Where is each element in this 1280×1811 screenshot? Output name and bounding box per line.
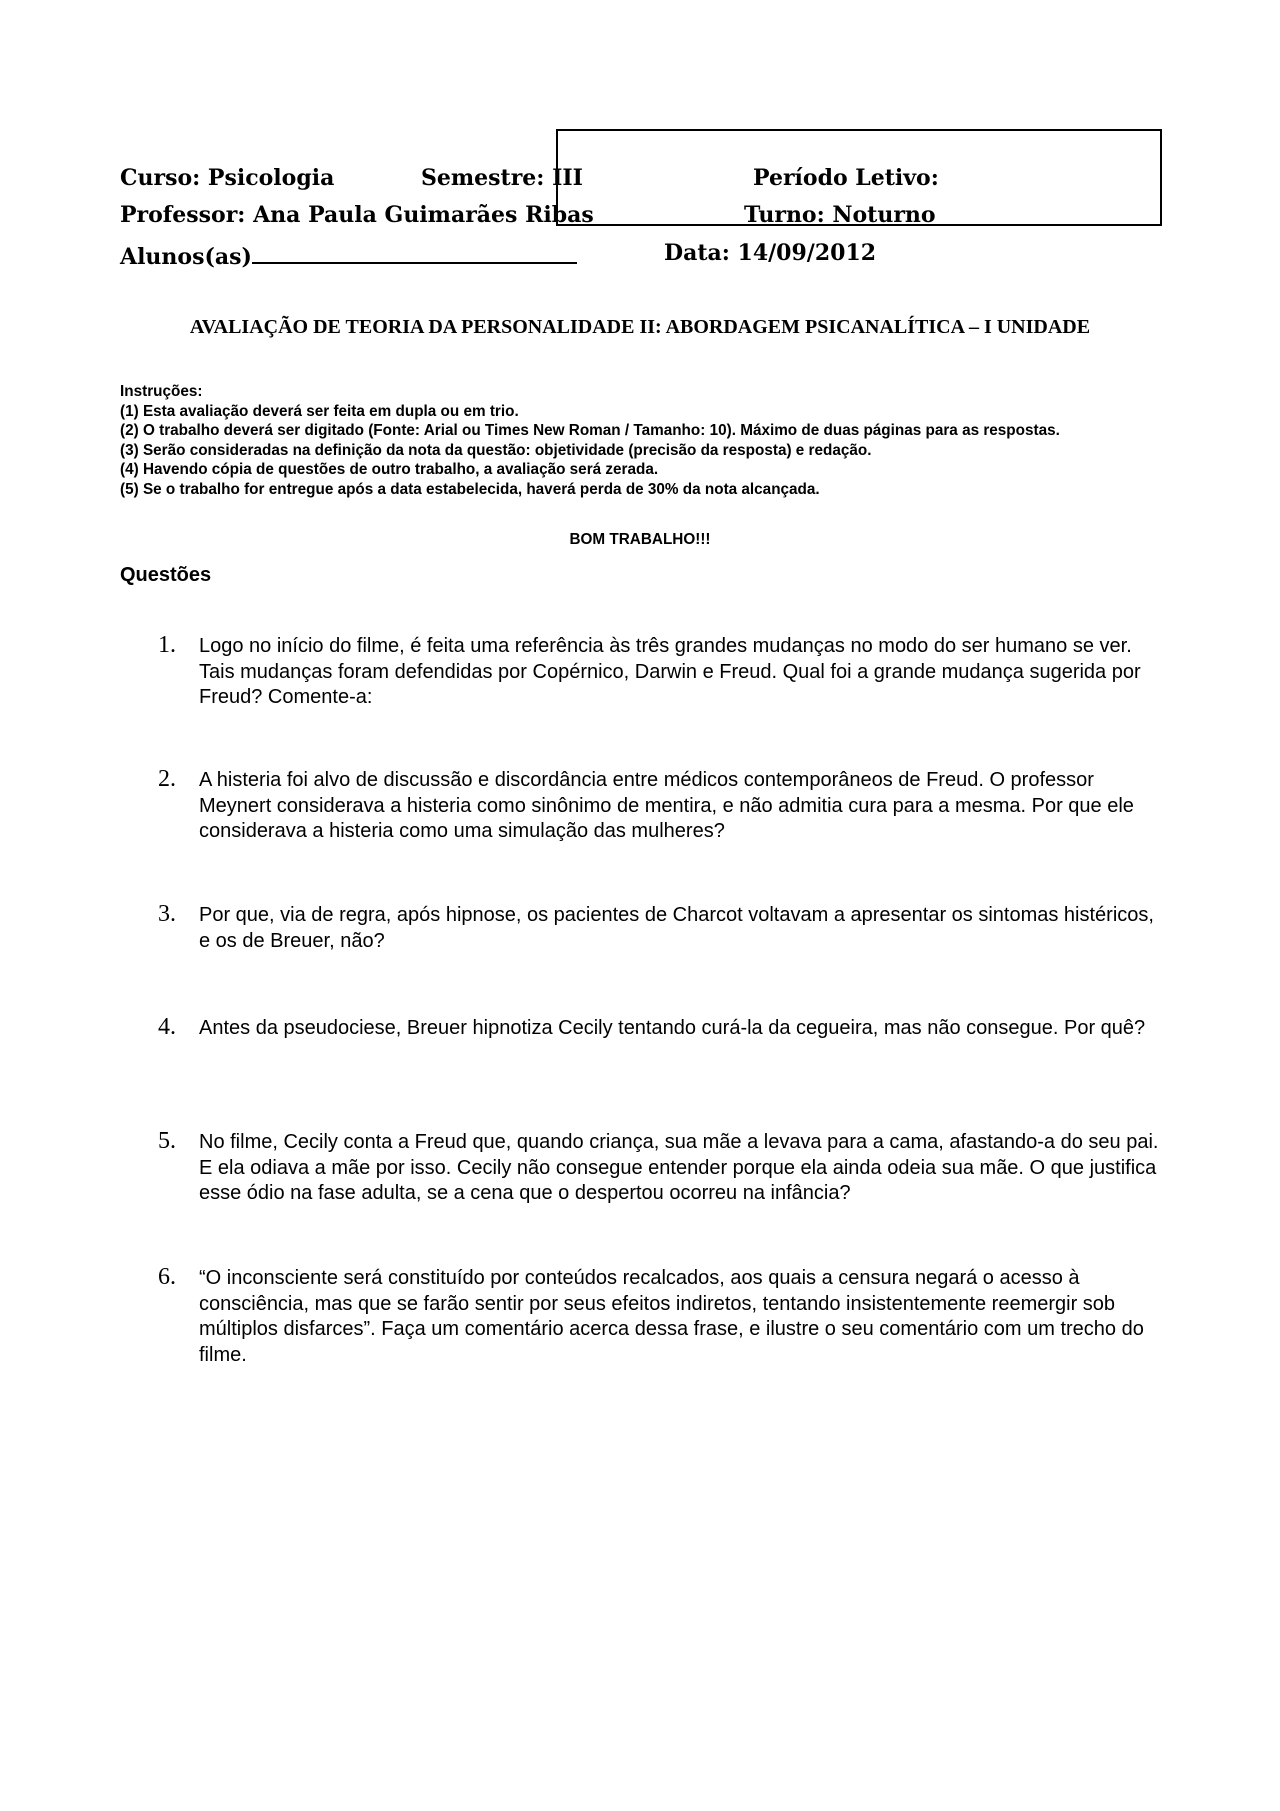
question-number: 1. xyxy=(158,632,176,658)
question-item xyxy=(120,634,1160,711)
instruction-item: (3) Serão consideradas na definição da nota da questão: objetividade (precisão da resposta) e redação. xyxy=(120,441,872,459)
question-text: Antes da pseudociese, Breuer hipnotiza Cecily tentando curá-la da cegueira, mas não consegue. Por quê? xyxy=(199,1017,1146,1039)
students-field xyxy=(120,242,577,268)
instruction-item: (4) Havendo cópia de questões de outro trabalho, a avaliação será zerada. xyxy=(120,461,659,478)
students-label: Alunos(as) xyxy=(120,244,252,270)
questions-heading: Questões xyxy=(120,564,212,586)
page-title: AVALIAÇÃO DE TEORIA DA PERSONALIDADE II: ABORDAGEM PSICANALÍTICA – I UNIDADE xyxy=(189,316,1091,338)
question-item xyxy=(120,1266,1160,1368)
instructions-heading: Instruções: xyxy=(120,383,203,400)
instruction-item: (2) O trabalho deverá ser digitado (Fonte: Arial ou Times New Roman / Tamanho: 10). Máximo de duas páginas para as respostas. xyxy=(120,422,1060,439)
date-label: Data: 14/09/2012 xyxy=(664,240,877,266)
question-text: Por que, via de regra, após hipnose, os pacientes de Charcot voltavam a apresentar os sintomas histéricos, e os de Breuer, não? xyxy=(199,904,1154,952)
course-label: Curso: Psicologia xyxy=(120,165,335,191)
closing-message: BOM TRABALHO!!! xyxy=(569,531,711,548)
question-number: 5. xyxy=(158,1128,176,1154)
question-text: No filme, Cecily conta a Freud que, quando criança, sua mãe a levava para a cama, afastando-a do seu pai. E ela odiava a mãe por isso. Cecily não consegue entender porque ela ainda odeia sua mãe. O que justifica esse ódio na fase adulta, se a cena que o despertou ocorreu na infância? xyxy=(199,1131,1159,1204)
question-number: 6. xyxy=(158,1264,176,1290)
instruction-item: (5) Se o trabalho for entregue após a data estabelecida, haverá perda de 30% da nota alcançada. xyxy=(120,480,820,498)
question-number: 2. xyxy=(158,766,176,792)
question-text: Logo no início do filme, é feita uma referência às três grandes mudanças no modo do ser humano se ver. Tais mudanças foram defendidas por Copérnico, Darwin e Freud. Qual foi a grande mudança sugerida por Freud? Comente-a: xyxy=(199,635,1141,708)
students-name-blank xyxy=(252,242,577,264)
semester-label: Semestre: III xyxy=(421,165,583,191)
professor-label: Professor: Ana Paula Guimarães Ribas xyxy=(120,202,594,228)
question-number: 4. xyxy=(158,1014,176,1040)
academic-period-label: Período Letivo: xyxy=(753,165,939,191)
question-item xyxy=(120,768,1160,845)
question-item xyxy=(120,903,1160,954)
question-number: 3. xyxy=(158,901,176,927)
question-text: “O inconsciente será constituído por conteúdos recalcados, aos quais a censura negará o acesso à consciência, mas que se farão sentir por seus efeitos indiretos, tentando insistentemente reemergir sob múltiplos disfarces”. Faça um comentário acerca dessa frase, e ilustre o seu comentário com um trecho do filme. xyxy=(199,1267,1144,1366)
instruction-item: (1) Esta avaliação deverá ser feita em dupla ou em trio. xyxy=(120,402,519,420)
question-text: A histeria foi alvo de discussão e discordância entre médicos contemporâneos de Freud. O professor Meynert considerava a histeria como sinônimo de mentira, e não admitia cura para a mesma. Por que ele considerava a histeria como uma simulação das mulheres? xyxy=(199,769,1134,842)
question-item xyxy=(120,1016,1160,1042)
question-item xyxy=(120,1130,1160,1207)
instructions-block xyxy=(120,382,1160,499)
shift-label: Turno: Noturno xyxy=(744,202,936,228)
